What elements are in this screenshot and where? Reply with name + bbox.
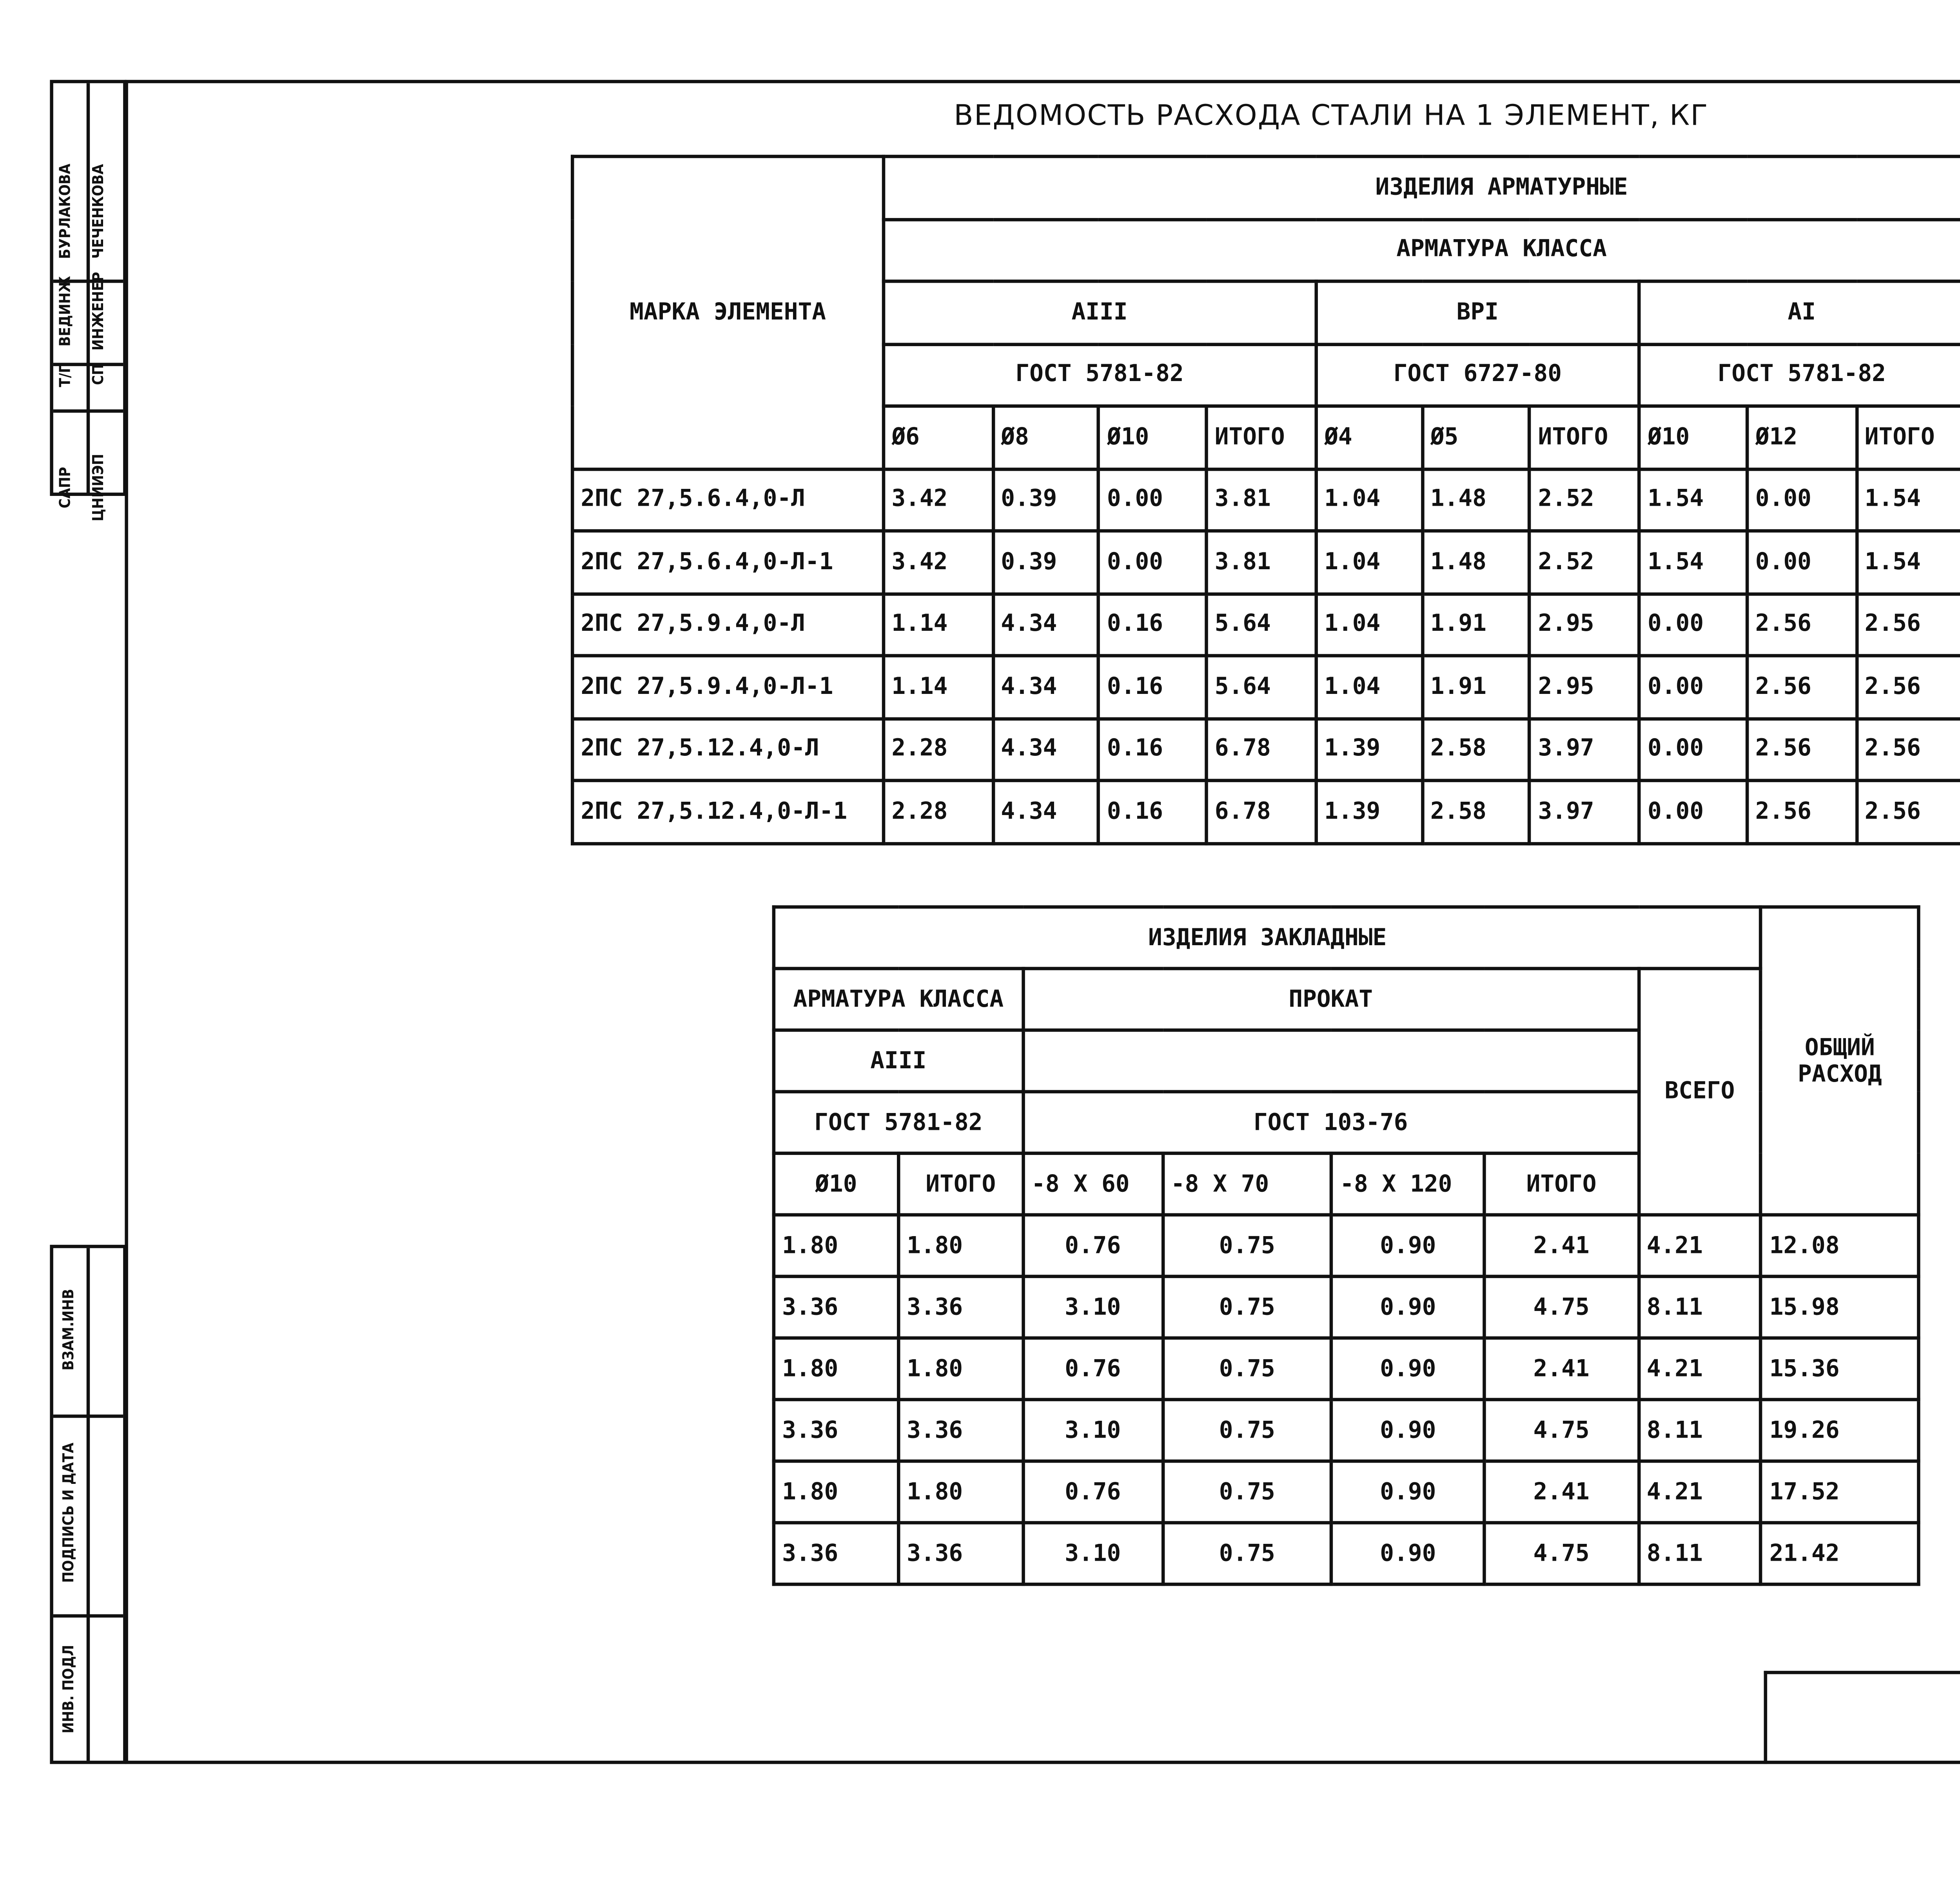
subheader-cell: Ø10: [1099, 406, 1207, 468]
value-cell: 2.41: [1485, 1338, 1639, 1400]
header-class: АРМАТУРА КЛАССА: [774, 969, 1023, 1030]
table-row: [572, 781, 1960, 843]
subheader-cell: ИТОГО: [1857, 406, 1960, 468]
value-cell: 1.04: [1316, 468, 1422, 531]
header-overall: [1761, 907, 1918, 1215]
table-row: [774, 1523, 1918, 1584]
value-cell: 0.00: [1639, 655, 1747, 718]
stamp-org: ЦНИИЭП: [91, 454, 108, 521]
stamp-name-2: ЧЕЧЕНКОВА: [91, 164, 108, 259]
value-cell: 17.52: [1761, 1461, 1918, 1523]
value-cell: 8.11: [1639, 1276, 1761, 1338]
value-cell: 0.00: [1099, 531, 1207, 593]
stamp-role-sapr: САПР: [58, 467, 75, 508]
header-mark: МАРКА ЭЛЕМЕНТА: [572, 156, 883, 468]
table-row: [572, 655, 1960, 718]
subheader-cell: -8 X 70: [1163, 1153, 1332, 1215]
value-cell: 2.95: [1530, 655, 1639, 718]
value-cell: 4.75: [1485, 1276, 1639, 1338]
value-cell: 2.58: [1422, 718, 1530, 781]
stamp-vzam-inv: ВЗАМ.ИНВ: [62, 1289, 78, 1371]
value-cell: 0.76: [1023, 1338, 1163, 1400]
value-cell: 2.58: [1422, 781, 1530, 843]
value-cell: 0.90: [1332, 1400, 1485, 1461]
value-cell: 4.34: [993, 655, 1099, 718]
value-cell: 1.80: [774, 1338, 898, 1400]
value-cell: 6.78: [1206, 781, 1316, 843]
value-cell: 2.56: [1857, 781, 1960, 843]
value-cell: 0.16: [1099, 593, 1207, 655]
subheader-cell: -8 X 60: [1023, 1153, 1163, 1215]
side-stamp-lower: [50, 1245, 126, 1764]
value-cell: 1.54: [1857, 531, 1960, 593]
value-cell: 0.16: [1099, 781, 1207, 843]
value-cell: 2.41: [1485, 1461, 1639, 1523]
value-cell: 0.75: [1163, 1338, 1332, 1400]
header-products: ИЗДЕЛИЯ ЗАКЛАДНЫЕ: [774, 907, 1761, 968]
value-cell: 4.34: [993, 781, 1099, 843]
value-cell: 3.97: [1530, 718, 1639, 781]
value-cell: 4.21: [1639, 1338, 1761, 1400]
steel-consumption-table: [571, 155, 1960, 845]
header-overall-line1: ОБЩИЙ: [1804, 1034, 1875, 1061]
value-cell: 0.90: [1332, 1461, 1485, 1523]
value-cell: 15.98: [1761, 1276, 1918, 1338]
value-cell: 0.00: [1747, 468, 1857, 531]
table-row: [774, 1215, 1918, 1276]
value-cell: 0.75: [1163, 1461, 1332, 1523]
value-cell: 0.39: [993, 468, 1099, 531]
value-cell: 2.56: [1747, 781, 1857, 843]
value-cell: 3.36: [774, 1276, 898, 1338]
group-name: AI: [1639, 281, 1960, 343]
value-cell: 2.56: [1857, 593, 1960, 655]
stamp-name-1: БУРЛАКОВА: [58, 163, 75, 259]
side-stamp-upper: [50, 80, 126, 521]
value-cell: 3.81: [1206, 468, 1316, 531]
value-cell: 2.52: [1530, 531, 1639, 593]
header-products: ИЗДЕЛИЯ АРМАТУРНЫЕ: [883, 156, 1960, 219]
subheader-cell: Ø12: [1747, 406, 1857, 468]
value-cell: 5.64: [1206, 655, 1316, 718]
header-overall-line2: РАСХОД: [1798, 1061, 1882, 1088]
value-cell: 1.04: [1316, 593, 1422, 655]
stamp-inv-podl: ИНВ. ПОДЛ: [62, 1645, 78, 1734]
subheader-cell: Ø4: [1316, 406, 1422, 468]
value-cell: 3.10: [1023, 1523, 1163, 1584]
table-row: [572, 468, 1960, 531]
subheader-cell: ИТОГО: [1206, 406, 1316, 468]
value-cell: 2.56: [1747, 655, 1857, 718]
value-cell: 1.39: [1316, 781, 1422, 843]
value-cell: 0.16: [1099, 655, 1207, 718]
table-row: [774, 1461, 1918, 1523]
value-cell: 2.28: [883, 781, 993, 843]
value-cell: 3.97: [1530, 781, 1639, 843]
value-cell: 1.39: [1316, 718, 1422, 781]
rolled-blank: [1023, 1030, 1639, 1092]
value-cell: 3.36: [898, 1400, 1023, 1461]
table-row: [774, 1338, 1918, 1400]
value-cell: 5.64: [1206, 593, 1316, 655]
element-mark: 2ПС 27,5.6.4,0-Л-1: [572, 531, 883, 593]
group-name: ВРI: [1316, 281, 1639, 343]
subheader-cell: Ø8: [993, 406, 1099, 468]
value-cell: 1.54: [1639, 468, 1747, 531]
table-row: [572, 718, 1960, 781]
subheader-cell: Ø6: [883, 406, 993, 468]
value-cell: 0.90: [1332, 1523, 1485, 1584]
value-cell: 0.00: [1639, 781, 1747, 843]
value-cell: 12.08: [1761, 1215, 1918, 1276]
value-cell: 2.56: [1857, 718, 1960, 781]
value-cell: 1.14: [883, 655, 993, 718]
stamp-signature-date: ПОДПИСЬ И ДАТА: [62, 1442, 78, 1583]
value-cell: 2.95: [1530, 593, 1639, 655]
value-cell: 0.75: [1163, 1523, 1332, 1584]
group-gost: ГОСТ 5781-82: [1639, 344, 1960, 406]
subheader-cell: ИТОГО: [1485, 1153, 1639, 1215]
stamp-role-tp: Т/П: [58, 361, 75, 387]
value-cell: 0.90: [1332, 1338, 1485, 1400]
value-cell: 4.21: [1639, 1215, 1761, 1276]
value-cell: 4.21: [1639, 1461, 1761, 1523]
value-cell: 1.04: [1316, 655, 1422, 718]
value-cell: 4.34: [993, 718, 1099, 781]
gost-rolled: ГОСТ 103-76: [1023, 1092, 1639, 1153]
subheader-cell: Ø5: [1422, 406, 1530, 468]
value-cell: 4.75: [1485, 1523, 1639, 1584]
subheader-cell: Ø10: [1639, 406, 1747, 468]
value-cell: 1.80: [898, 1215, 1023, 1276]
table-row: [572, 593, 1960, 655]
value-cell: 8.11: [1639, 1400, 1761, 1461]
header-class: АРМАТУРА КЛАССА: [883, 219, 1960, 281]
value-cell: 0.00: [1747, 531, 1857, 593]
subheader-cell: ИТОГО: [1530, 406, 1639, 468]
value-cell: 2.56: [1747, 593, 1857, 655]
table-row: [572, 531, 1960, 593]
value-cell: 0.39: [993, 531, 1099, 593]
gost-class: ГОСТ 5781-82: [774, 1092, 1023, 1153]
value-cell: 3.36: [898, 1276, 1023, 1338]
stamp-role-vedinzh: ВЕДИНЖ: [58, 276, 75, 347]
value-cell: 2.41: [1485, 1215, 1639, 1276]
value-cell: 0.90: [1332, 1276, 1485, 1338]
value-cell: 1.54: [1857, 468, 1960, 531]
value-cell: 21.42: [1761, 1523, 1918, 1584]
value-cell: 0.90: [1332, 1215, 1485, 1276]
element-mark: 2ПС 27,5.12.4,0-Л: [572, 718, 883, 781]
value-cell: 0.00: [1639, 718, 1747, 781]
subheader-cell: ИТОГО: [898, 1153, 1023, 1215]
element-mark: 2ПС 27,5.12.4,0-Л-1: [572, 781, 883, 843]
value-cell: 6.78: [1206, 718, 1316, 781]
value-cell: 3.36: [774, 1400, 898, 1461]
value-cell: 1.91: [1422, 655, 1530, 718]
stamp-engineer: ИНЖЕНЕР: [91, 272, 108, 351]
subheader-cell: Ø10: [774, 1153, 898, 1215]
value-cell: 8.11: [1639, 1523, 1761, 1584]
value-cell: 1.04: [1316, 531, 1422, 593]
value-cell: 3.36: [898, 1523, 1023, 1584]
value-cell: 3.10: [1023, 1276, 1163, 1338]
value-cell: 2.56: [1857, 655, 1960, 718]
value-cell: 0.76: [1023, 1215, 1163, 1276]
value-cell: 1.48: [1422, 468, 1530, 531]
value-cell: 0.75: [1163, 1215, 1332, 1276]
value-cell: 3.81: [1206, 531, 1316, 593]
value-cell: 1.91: [1422, 593, 1530, 655]
value-cell: 15.36: [1761, 1338, 1918, 1400]
header-total: ВСЕГО: [1639, 969, 1761, 1215]
title-block: [1764, 1671, 1960, 1764]
value-cell: 1.48: [1422, 531, 1530, 593]
stamp-dept: СП: [91, 364, 108, 385]
value-cell: 2.52: [1530, 468, 1639, 531]
element-mark: 2ПС 27,5.9.4,0-Л: [572, 593, 883, 655]
value-cell: 1.14: [883, 593, 993, 655]
group-gost: ГОСТ 5781-82: [883, 344, 1316, 406]
embedded-items-table: [772, 905, 1920, 1586]
value-cell: 19.26: [1761, 1400, 1918, 1461]
value-cell: 0.75: [1163, 1276, 1332, 1338]
value-cell: 0.76: [1023, 1461, 1163, 1523]
header-rolled: ПРОКАТ: [1023, 969, 1639, 1030]
subheader-cell: -8 X 120: [1332, 1153, 1485, 1215]
value-cell: 1.80: [898, 1461, 1023, 1523]
value-cell: 2.28: [883, 718, 993, 781]
value-cell: 3.42: [883, 468, 993, 531]
value-cell: 1.80: [898, 1338, 1023, 1400]
group-gost: ГОСТ 6727-80: [1316, 344, 1639, 406]
class-name: AIII: [774, 1030, 1023, 1092]
value-cell: 4.75: [1485, 1400, 1639, 1461]
value-cell: 1.54: [1639, 531, 1747, 593]
element-mark: 2ПС 27,5.9.4,0-Л-1: [572, 655, 883, 718]
value-cell: 0.00: [1099, 468, 1207, 531]
value-cell: 3.42: [883, 531, 993, 593]
value-cell: 0.00: [1639, 593, 1747, 655]
value-cell: 1.80: [774, 1215, 898, 1276]
value-cell: 3.10: [1023, 1400, 1163, 1461]
group-name: AIII: [883, 281, 1316, 343]
value-cell: 0.16: [1099, 718, 1207, 781]
value-cell: 3.36: [774, 1523, 898, 1584]
value-cell: 4.34: [993, 593, 1099, 655]
value-cell: 2.56: [1747, 718, 1857, 781]
table-row: [774, 1276, 1918, 1338]
value-cell: 1.80: [774, 1461, 898, 1523]
sheet-title: ВЕДОМОСТЬ РАСХОДА СТАЛИ НА 1 ЭЛЕМЕНТ, КГ: [954, 100, 1709, 133]
table-row: [774, 1400, 1918, 1461]
value-cell: 0.75: [1163, 1400, 1332, 1461]
element-mark: 2ПС 27,5.6.4,0-Л: [572, 468, 883, 531]
